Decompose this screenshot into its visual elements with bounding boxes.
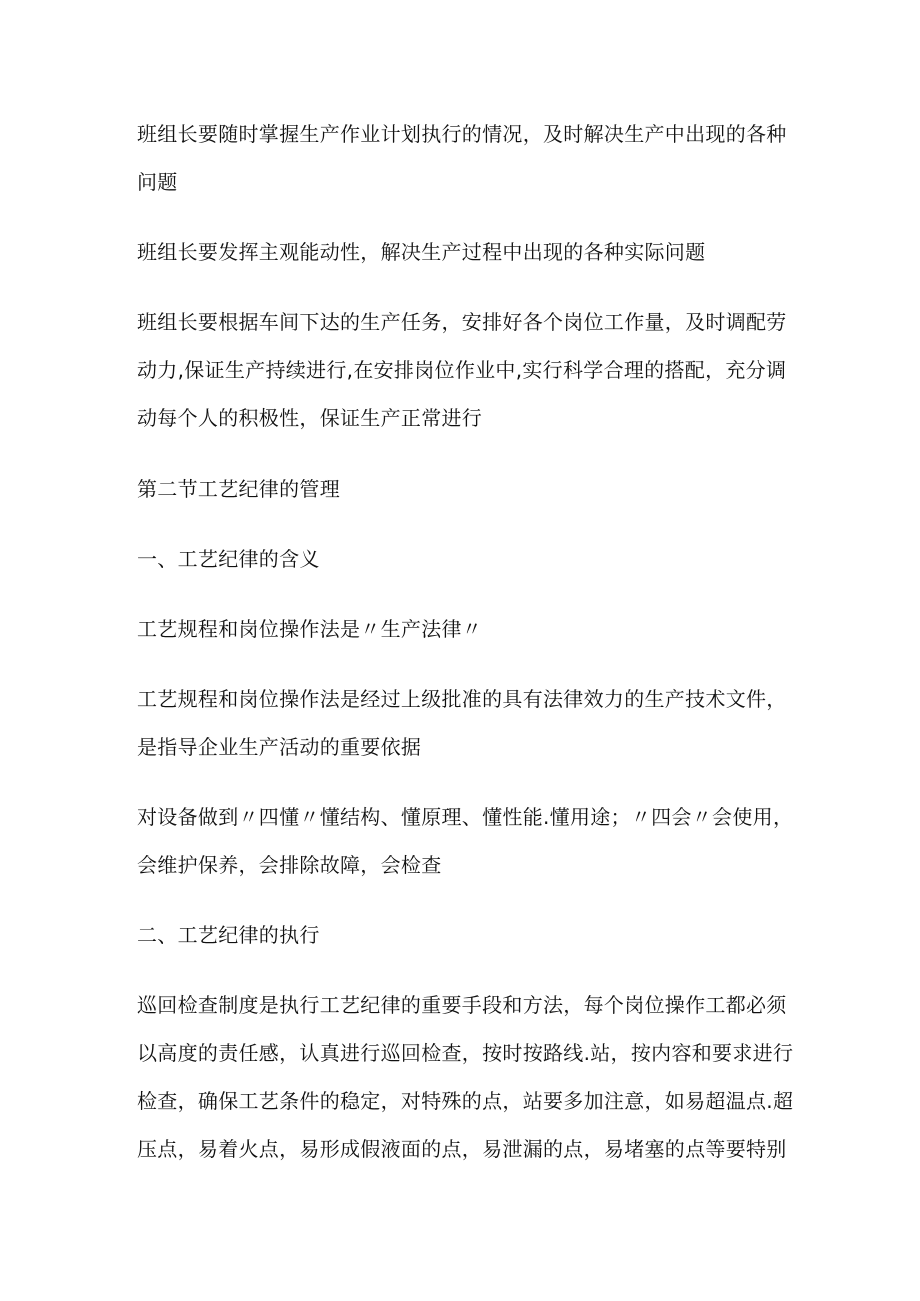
subsection-heading bbox=[137, 911, 788, 959]
text-line: 会维护保养，会排除故障，会检查 bbox=[137, 853, 442, 877]
text-line: 第二节工艺纪律的管理 bbox=[137, 477, 340, 501]
text-line: 以高度的责任感，认真进行巡回检查，按时按路线.站，按内容和要求进行 bbox=[137, 1041, 794, 1065]
text-line: 班组长要发挥主观能动性，解决生产过程中出现的各种实际问题 bbox=[137, 240, 706, 264]
text-line: 一、工艺纪律的含义 bbox=[137, 547, 320, 571]
text-line: 工艺规程和岗位操作法是经过上级批准的具有法律效力的生产技术文件， bbox=[137, 687, 787, 711]
text-line: 动力,保证生产持续进行,在安排岗位作业中,实行科学合理的搭配，充分调 bbox=[137, 358, 787, 382]
section-heading bbox=[137, 465, 788, 513]
paragraph-2 bbox=[137, 228, 788, 276]
subsection-heading bbox=[137, 535, 788, 583]
text-line: 压点，易着火点，易形成假液面的点，易泄漏的点，易堵塞的点等要特别 bbox=[137, 1137, 787, 1161]
text-line: 班组长要根据车间下达的生产任务，安排好各个岗位工作量，及时调配劳 bbox=[137, 310, 787, 334]
text-line: 对设备做到〃四懂〃懂结构、懂原理、懂性能.懂用途；〃四会〃会使用， bbox=[137, 805, 794, 829]
text-line: 班组长要随时掌握生产作业计划执行的情况，及时解决生产中出现的各种 bbox=[137, 122, 787, 146]
paragraph-7 bbox=[137, 981, 794, 1173]
text-line: 动每个人的积极性，保证生产正常进行 bbox=[137, 406, 483, 430]
text-line: 问题 bbox=[137, 170, 178, 194]
text-line: 检查，确保工艺条件的稳定，对特殊的点，站要多加注意，如易超温点.超 bbox=[137, 1089, 794, 1113]
paragraph-5 bbox=[137, 675, 788, 771]
paragraph-4 bbox=[137, 605, 788, 653]
paragraph-3 bbox=[137, 298, 788, 442]
text-line: 是指导企业生产活动的重要依据 bbox=[137, 735, 422, 759]
paragraph-1 bbox=[137, 110, 788, 206]
text-line: 二、工艺纪律的执行 bbox=[137, 923, 320, 947]
paragraph-6 bbox=[137, 793, 794, 889]
text-line: 工艺规程和岗位操作法是〃生产法律〃 bbox=[137, 617, 483, 641]
text-line: 巡回检查制度是执行工艺纪律的重要手段和方法，每个岗位操作工都必须 bbox=[137, 993, 787, 1017]
